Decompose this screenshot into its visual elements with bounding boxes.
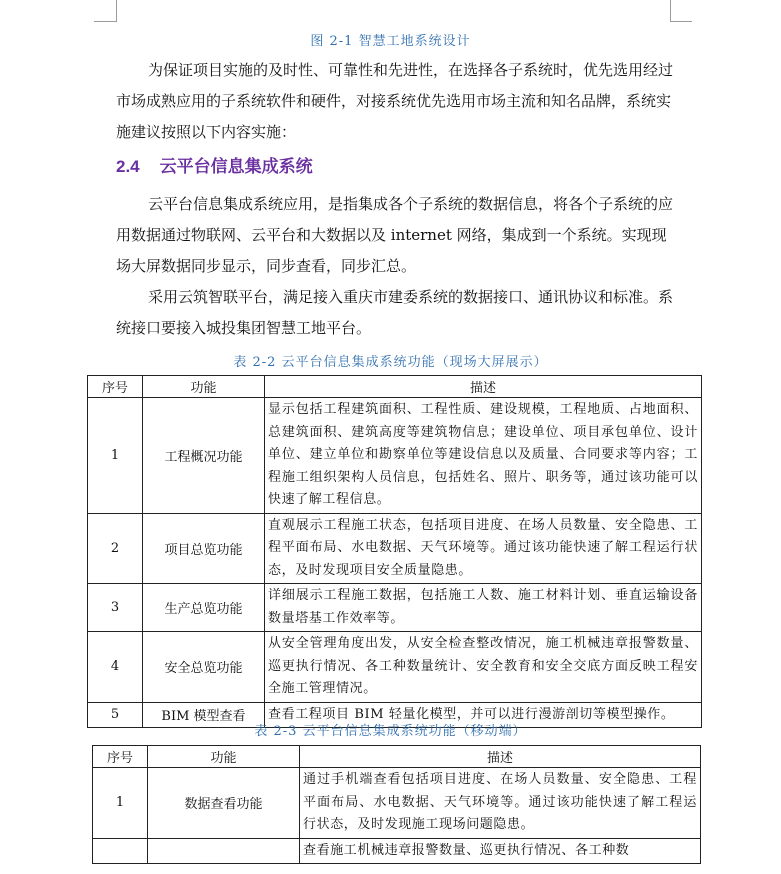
table1-header-desc: 描述 (265, 376, 702, 398)
table1-header-no: 序号 (88, 376, 143, 398)
row-func: 项目总览功能 (143, 513, 265, 584)
table2-header-no: 序号 (93, 746, 148, 768)
row-desc: 从安全管理角度出发，从安全检查整改情况，施工机械违章报警数量、巡更执行情况、各工种数量统计、安全教育和安全交底方面反映工程安全施工管理情况。 (265, 632, 702, 703)
section-number: 2.4 (116, 157, 140, 176)
row-no: 5 (88, 702, 143, 728)
section-heading (116, 152, 313, 177)
row-desc: 通过手机端查看包括项目进度、在场人员数量、安全隐患、工程平面布局、水电数据、天气环境等。通过该功能快速了解工程运行状态，及时发现施工现场问题隐患。 (300, 768, 701, 839)
table2 (92, 745, 701, 864)
row-func: 数据查看功能 (148, 768, 300, 839)
row-func (148, 838, 300, 864)
table1-header-func: 功能 (143, 376, 265, 398)
table2-header-func: 功能 (148, 746, 300, 768)
row-desc: 显示包括工程建筑面积、工程性质、建设规模，工程地质、占地面积、总建筑面积、建筑高度等建筑物信息；建设单位、项目承包单位、设计单位、建立单位和勘察单位等建设信息以及质量、合同要求等内容；工程施工组织架构人员信息，包括姓名、照片、职务等，通过该功能可以快速了解工程信息。 (265, 398, 702, 514)
row-no (93, 838, 148, 864)
table-row (88, 584, 702, 632)
row-no: 4 (88, 632, 143, 703)
crop-mark-right (670, 0, 671, 22)
row-func: BIM 模型查看 (143, 702, 265, 728)
row-desc: 详细展示工程施工数据，包括施工人数、施工材料计划、垂直运输设备数量塔基工作效率等。 (265, 584, 702, 632)
crop-mark-right-h (670, 21, 692, 22)
table-row (88, 398, 702, 514)
row-func: 生产总览功能 (143, 584, 265, 632)
table2-header-row (93, 746, 701, 768)
table-row (93, 838, 701, 864)
section-title: 云平台信息集成系统 (159, 157, 313, 176)
table-row (88, 513, 702, 584)
row-func: 工程概况功能 (143, 398, 265, 514)
row-no: 3 (88, 584, 143, 632)
body-paragraph-1: 云平台信息集成系统应用，是指集成各个子系统的数据信息，将各个子系统的应用数据通过物联网、云平台和大数据以及 internet 网络，集成到一个系统。实现现场大屏数据同步显示，同步查看，同步汇总。 (116, 195, 674, 275)
table2-caption: 表 2-3 云平台信息集成系统功能（移动端） (254, 724, 527, 739)
row-no: 1 (93, 768, 148, 839)
table-row (88, 632, 702, 703)
intro-paragraph: 为保证项目实施的及时性、可靠性和先进性，在选择各子系统时，优先选用经过市场成熟应用的子系统软件和硬件，对接系统优先选用市场主流和知名品牌，系统实施建议按照以下内容实施： (116, 61, 674, 141)
table1-caption: 表 2-2 云平台信息集成系统功能（现场大屏展示） (233, 355, 548, 370)
table2-header-desc: 描述 (300, 746, 701, 768)
row-no: 2 (88, 513, 143, 584)
crop-mark-left-h (94, 21, 116, 22)
body-paragraph-2: 采用云筑智联平台，满足接入重庆市建委系统的数据接口、通讯协议和标准。系统接口要接入城投集团智慧工地平台。 (116, 288, 674, 337)
row-desc: 直观展示工程施工状态，包括项目进度、在场人员数量、安全隐患、工程平面布局、水电数据、天气环境等。通过该功能快速了解工程运行状态，及时发现项目安全质量隐患。 (265, 513, 702, 584)
table-row (93, 768, 701, 839)
figure-caption: 图 2-1 智慧工地系统设计 (310, 34, 471, 49)
table1-header-row (88, 376, 702, 398)
table1 (87, 375, 702, 728)
row-desc: 查看工程项目 BIM 轻量化模型，并可以进行漫游剖切等模型操作。 (265, 702, 702, 728)
row-func: 安全总览功能 (143, 632, 265, 703)
row-no: 1 (88, 398, 143, 514)
row-desc: 查看施工机械违章报警数量、巡更执行情况、各工种数 (300, 838, 701, 864)
crop-mark-left (116, 0, 117, 22)
